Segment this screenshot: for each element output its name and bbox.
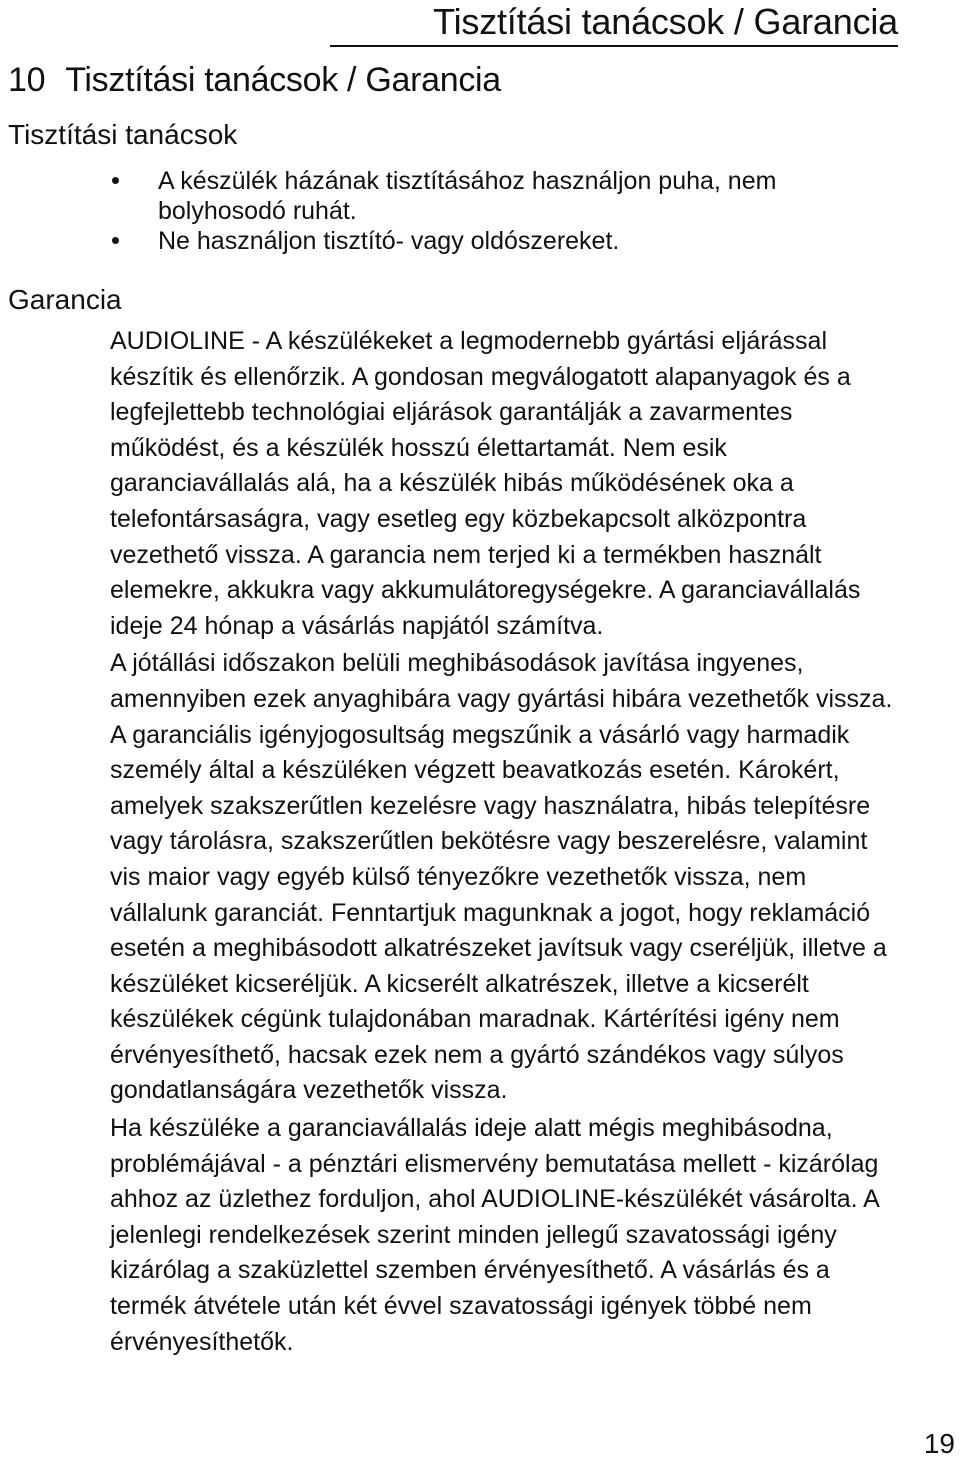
warranty-heading: Garancia bbox=[8, 284, 122, 315]
list-item-text: A készülék házának tisztításához használjon puha, nem bolyhosodó ruhát. bbox=[158, 167, 777, 225]
page-number: 19 bbox=[923, 1428, 955, 1459]
cleaning-heading: Tisztítási tanácsok bbox=[8, 119, 238, 150]
cleaning-list bbox=[110, 166, 850, 256]
section-title: Tisztítási tanácsok / Garancia bbox=[65, 61, 501, 99]
section-number: 10 bbox=[8, 61, 46, 99]
list-item-text: Ne használjon tisztító- vagy oldószereket. bbox=[158, 227, 620, 255]
warranty-body bbox=[110, 324, 900, 1360]
warranty-paragraph: AUDIOLINE - A készülékeket a legmodernebb gyártási eljárással készítik és ellenőrzik. A gondosan megválogatott alapanyagok és a legfejlettebb technológiai eljárások garantálják a zavarmentes működést, és a készülék hosszú élettartamát. Nem esik garanciavállalás alá, ha a készülék hibás működésének oka a telefontársaságra, vagy esetleg egy közbekapcsolt alközpontra vezethető vissza. A garancia nem terjed ki a termékben használt elemekre, akkukra vagy akkumulátoregységekre. A garanciavállalás ideje 24 hónap a vásárlás napjától számítva. bbox=[110, 327, 861, 640]
warranty-paragraph: A jótállási időszakon belüli meghibásodások javítása ingyenes, amennyiben ezek anyaghibára vagy gyártási hibára vezethetők vissza. A garanciális igényjogosultság megszűnik a vásárló vagy harmadik személy által a készüléken végzett beavatkozás esetén. Károkért, amelyek szakszerűtlen kezelésre vagy használatra, hibás telepítésre vagy tárolásra, szakszerűtlen bekötésre vagy beszerelésre, valamint vis maior vagy egyéb külső tényezőkre vezethetők vissza, nem vállalunk garanciát. Fenntartjuk magunknak a jogot, hogy reklamáció esetén a meghibásodott alkatrészeket javítsuk vagy cseréljük, illetve a készüléket kicseréljük. A kicserélt alkatrészek, illetve a kicserélt készülékek cégünk tulajdonában maradnak. Kártérítési igény nem érvényesíthető, hacsak ezek nem a gyártó szándékos vagy súlyos gondatlanságára vezethetők vissza. bbox=[110, 649, 893, 1105]
bullet-icon bbox=[112, 177, 119, 184]
running-header: Tisztítási tanácsok / Garancia bbox=[330, 2, 898, 47]
section-heading bbox=[8, 60, 501, 100]
bullet-icon bbox=[112, 237, 119, 244]
warranty-paragraph: Ha készüléke a garanciavállalás ideje alatt mégis meghibásodna, problémájával - a pénztári elismervény bemutatása mellett - kizárólag ahhoz az üzlethez forduljon, ahol AUDIOLINE-készülékét vásárolta. A jelenlegi rendelkezések szerint minden jellegű szavatossági igény kizárólag a szaküzlettel szemben érvényesíthető. A vásárlás és a termék átvétele után két évvel szavatossági igények többé nem érvényesíthetők. bbox=[110, 1114, 879, 1356]
list-item bbox=[110, 226, 850, 256]
list-item bbox=[110, 166, 850, 226]
